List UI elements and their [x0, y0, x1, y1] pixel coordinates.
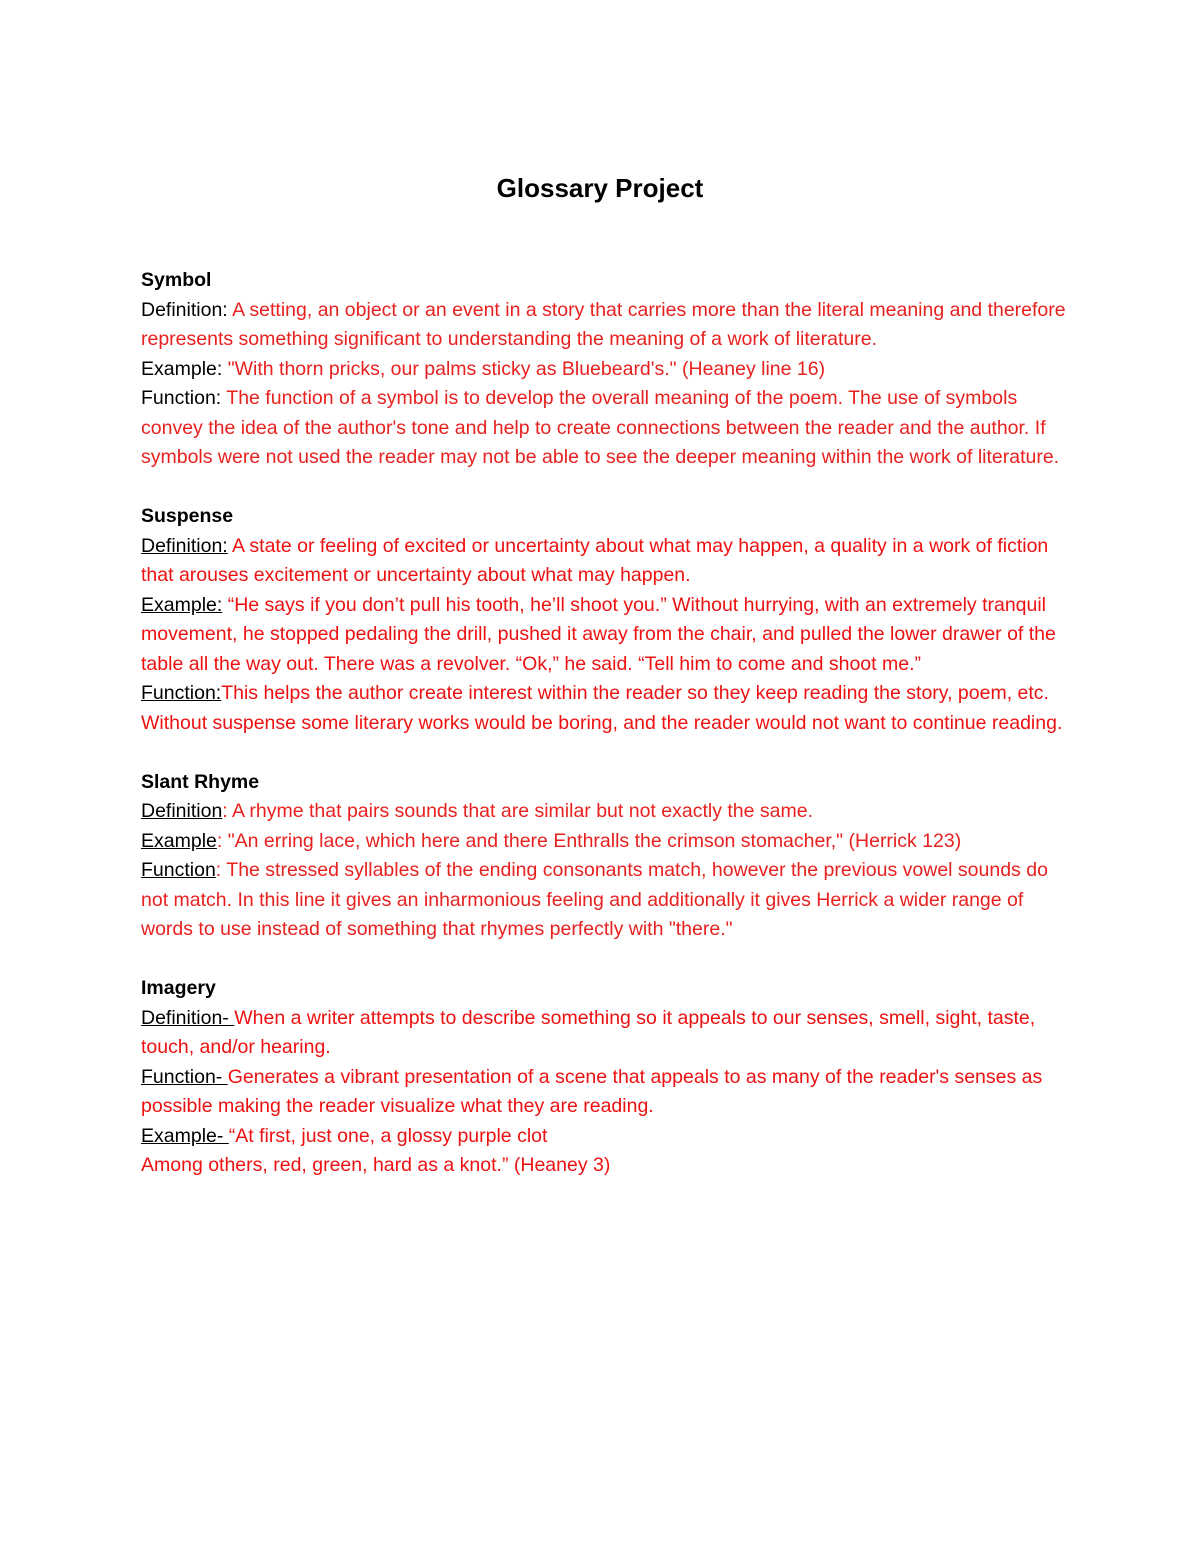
- function-entry: [141, 856, 1071, 945]
- example-text-line-2: Among others, red, green, hard as a knot.” (Heaney 3): [141, 1154, 611, 1176]
- function-label: Function: [141, 859, 216, 881]
- term-heading: Symbol: [141, 269, 212, 291]
- definition-text: : A rhyme that pairs sounds that are similar but not exactly the same.: [222, 800, 814, 822]
- function-text: This helps the author create interest within the reader so they keep reading the story, poem, etc. Without suspense some literary works would be boring, and the reader would not want to continue reading.: [141, 682, 1063, 734]
- example-text: "With thorn pricks, our palms sticky as Bluebeard's." (Heaney line 16): [227, 357, 826, 380]
- function-label: Function:: [141, 682, 222, 704]
- function-entry: [141, 1063, 1071, 1122]
- glossary-entry-slant-rhyme: [141, 768, 1071, 945]
- example-continuation: [141, 1151, 1071, 1181]
- function-label: Function:: [141, 387, 227, 409]
- example-entry: [141, 1122, 1071, 1152]
- term-heading: Imagery: [141, 977, 216, 999]
- page-title: Glossary Project: [496, 173, 704, 203]
- function-text: The function of a symbol is to develop the overall meaning of the poem. The use of symbols convey the idea of the author's tone and help to create connections between the reader and the author. If symbols were not used the reader may not be able to see the deeper meaning within the work of literature.: [141, 387, 1060, 468]
- term-heading: Suspense: [141, 505, 234, 527]
- example-text: : "An erring lace, which here and there Enthralls the crimson stomacher," (Herrick 123): [216, 829, 962, 852]
- definition-label: Definition: [141, 800, 223, 822]
- definition-entry: [141, 296, 1071, 355]
- function-entry: [141, 384, 1071, 473]
- example-entry: [141, 355, 1071, 385]
- definition-text: When a writer attempts to describe something so it appeals to our senses, smell, sight, taste, touch, and/or hearing.: [141, 1006, 1036, 1058]
- glossary-entry-suspense: [141, 502, 1071, 738]
- function-text: : The stressed syllables of the ending consonants match, however the previous vowel sounds do not match. In this line it gives an inharmonious feeling and additionally it gives Herrick a wider range of words to use instead of something that rhymes perfectly with "there.": [141, 859, 1048, 940]
- example-label: Example:: [141, 357, 228, 380]
- example-text-line-1: “At first, just one, a glossy purple clot: [228, 1124, 548, 1147]
- example-label: Example: [141, 829, 217, 852]
- example-entry: [141, 827, 1071, 857]
- definition-label: Definition:: [141, 298, 233, 321]
- glossary-content: [141, 266, 1071, 1210]
- example-text: “He says if you don’t pull his tooth, he’ll shoot you.” Without hurrying, with an extremely tranquil movement, he stopped pedaling the drill, pushed it away from the chair, and pulled the lower drawer of the table all the way out. There was a revolver. “Ok,” he said. “Tell him to come and shoot me.”: [141, 593, 1056, 675]
- example-entry: [141, 591, 1071, 680]
- example-label: Example:: [141, 593, 223, 616]
- example-label: Example-: [141, 1124, 229, 1147]
- definition-label: Definition:: [141, 534, 228, 557]
- definition-text: A setting, an object or an event in a story that carries more than the literal meaning and therefore represents something significant to understanding the meaning of a work of literature.: [141, 298, 1066, 350]
- definition-entry: [141, 797, 1071, 827]
- function-text: Generates a vibrant presentation of a scene that appeals to as many of the reader's senses as possible making the reader visualize what they are reading.: [141, 1065, 1043, 1117]
- glossary-entry-imagery: [141, 974, 1071, 1181]
- term-heading: Slant Rhyme: [141, 770, 260, 793]
- function-label: Function-: [141, 1065, 228, 1088]
- definition-entry: [141, 1004, 1071, 1063]
- definition-text: A state or feeling of excited or uncertainty about what may happen, a quality in a work of fiction that arouses excitement or uncertainty about what may happen.: [141, 534, 1049, 586]
- definition-label: Definition-: [141, 1006, 235, 1029]
- definition-entry: [141, 532, 1071, 591]
- function-entry: [141, 679, 1071, 738]
- glossary-entry-symbol: [141, 266, 1071, 473]
